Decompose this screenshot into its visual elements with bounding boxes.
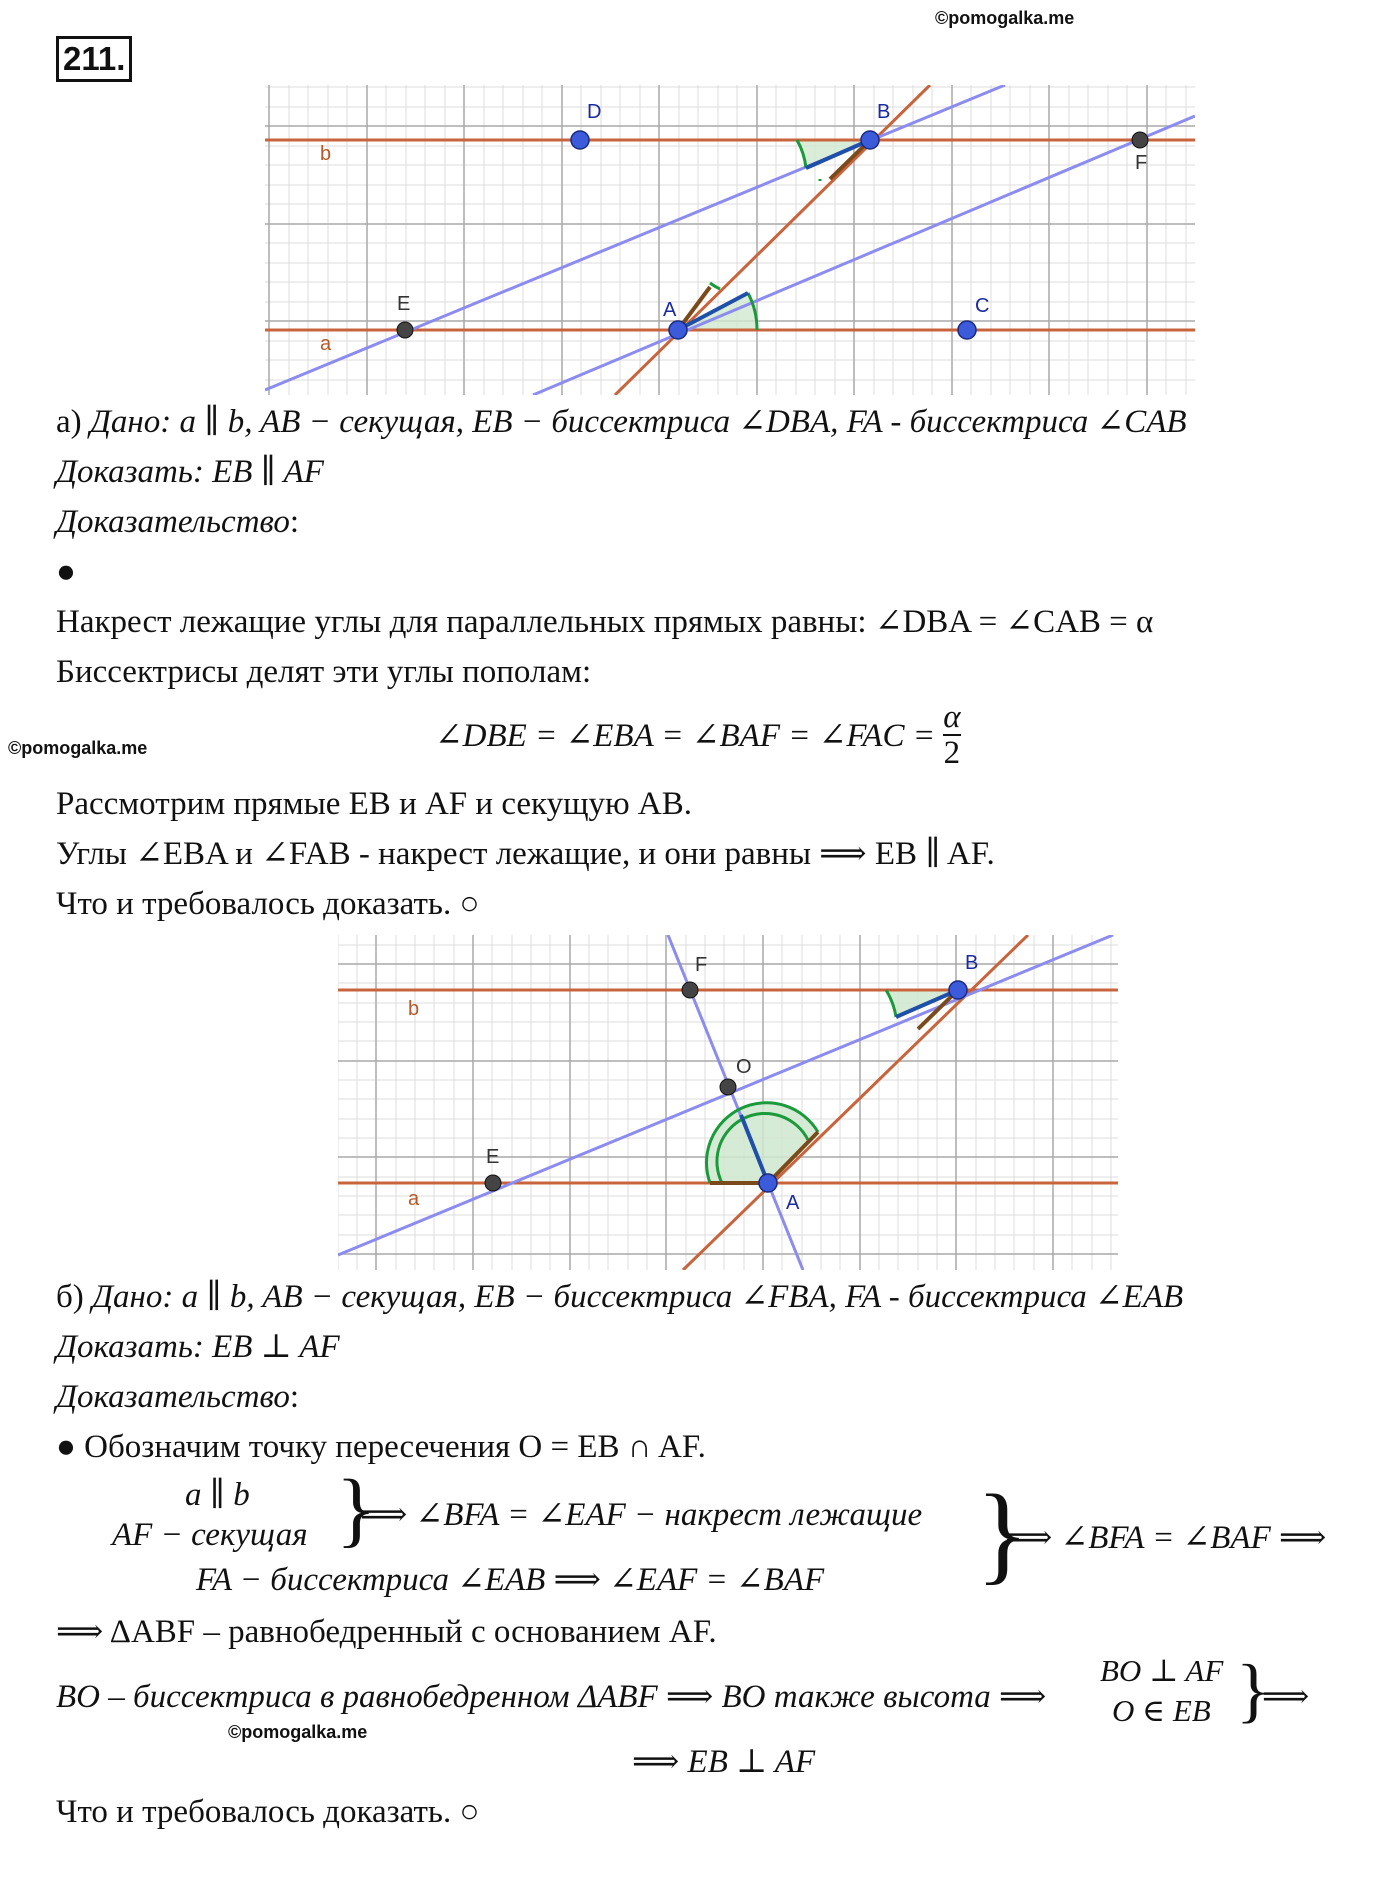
part-b-proof-colon: : (289, 1379, 300, 1415)
part-a-prefix: а) (56, 404, 90, 440)
sys2-line: FA − биссектриса ∠EAB ⟹ ∠EAF = ∠BAF (196, 1562, 825, 1598)
part-b-proof-heading (56, 1375, 299, 1419)
figure-part-b (338, 935, 1118, 1270)
line-EB (265, 85, 1005, 390)
part-b-prove (56, 1325, 340, 1369)
label-b2: b (408, 998, 420, 1020)
point-A2 (759, 1174, 777, 1192)
part-a-bullet: ● (56, 554, 76, 590)
part-a-given (56, 400, 1187, 444)
point-A (669, 321, 687, 339)
part-a-equation (435, 700, 961, 770)
label-O2: O (736, 1056, 752, 1078)
part-b-prove-word: Доказать (56, 1329, 193, 1365)
watermark-top: ©pomogalka.me (935, 8, 1075, 28)
label-E: E (397, 293, 411, 315)
part-b-prefix: б) (56, 1279, 93, 1315)
label-D: D (587, 101, 602, 123)
label-a: a (320, 333, 332, 355)
brace-3: } (1236, 1650, 1271, 1730)
figure-a-grid (265, 85, 1195, 395)
part-a-line1: Накрест лежащие углы для параллельных прямых равны: ∠DBA = ∠CAB = α (56, 604, 1154, 640)
sys3-b: O ∈ EB (1112, 1693, 1211, 1728)
sys3-result: ⟹ (1262, 1679, 1310, 1715)
label-b: b (320, 143, 332, 165)
sys1-result: ⟹ ∠BFA = ∠EAF − накрест лежащие (360, 1497, 923, 1533)
part-b-given-word: Дано (92, 1279, 163, 1315)
part-a-line2: Биссектрисы делят эти углы пополам: (56, 654, 592, 690)
label-E2: E (486, 1146, 500, 1168)
sys1-a: a ∥ b (185, 1477, 250, 1513)
label-A2: A (786, 1192, 800, 1214)
part-a-prove (56, 450, 324, 494)
part-a-line3: Рассмотрим прямые EB и AF и секущую AB. (56, 786, 692, 822)
sys3-a: BO ⊥ AF (1100, 1653, 1224, 1688)
point-E (397, 322, 413, 338)
part-b-line4: ⟹ EB ⊥ AF (632, 1744, 816, 1780)
label-B: B (877, 101, 891, 123)
sys1-b-text: AF − секущая (112, 1517, 308, 1553)
point-B2 (949, 981, 967, 999)
part-b-given (56, 1275, 1183, 1319)
sys2-result: ⟹ ∠BFA = ∠BAF ⟹ (1005, 1520, 1327, 1556)
part-a-given-word: Дано (89, 404, 161, 440)
point-F (1132, 132, 1148, 148)
fraction-denominator: 2 (943, 735, 961, 771)
part-a-proof-colon: : (289, 504, 300, 540)
label-F2: F (695, 954, 708, 976)
part-a-prove-text: : EB ∥ AF (192, 454, 324, 490)
problem-number: 211. (56, 36, 132, 82)
part-a-given-text: : a ∥ b, AB − секущая, EB − биссектриса ∠DBA, FA - биссектриса ∠CAB (160, 404, 1187, 440)
line-AF (533, 116, 1195, 395)
point-F2 (682, 982, 698, 998)
part-b-line3: BO – биссектриса в равнобедренном ΔABF ⟹ BO также высота ⟹ (56, 1679, 1047, 1715)
sys1-b (112, 1515, 308, 1555)
label-a2: a (408, 1188, 420, 1210)
point-O2 (720, 1079, 736, 1095)
label-C: C (975, 295, 990, 317)
part-b-line2: ⟹ ΔABF – равнобедренный с основанием AF. (56, 1614, 717, 1650)
part-a-line4: Углы ∠EBA и ∠FAB - накрест лежащие, и они равны ⟹ EB ∥ AF. (56, 836, 995, 872)
part-b-proof-word: Доказательство (56, 1379, 290, 1415)
fraction-numerator: α (943, 699, 961, 735)
part-b-given-text: : a ∥ b, AB − секущая, EB − биссектриса ∠FBA, FA - биссектриса ∠EAB (162, 1279, 1184, 1315)
point-D (571, 131, 589, 149)
part-a-proof-word: Доказательство (56, 504, 290, 540)
part-a-line5: Что и требовалось доказать. ○ (56, 886, 480, 922)
watermark-middle: ©pomogalka.me (8, 738, 148, 758)
point-B (861, 131, 879, 149)
part-b-prove-text: : EB ⊥ AF (192, 1329, 340, 1365)
figure-part-a (265, 85, 1195, 395)
point-C (958, 321, 976, 339)
part-a-eq-left: ∠DBE = ∠EBA = ∠BAF = ∠FAC = (435, 718, 944, 754)
label-A: A (663, 299, 677, 321)
part-b-line1: ● Обозначим точку пересечения O = EB ∩ AF. (56, 1429, 706, 1465)
part-a-proof-heading (56, 500, 299, 544)
part-a-prove-word: Доказать (56, 454, 193, 490)
point-E2 (485, 1175, 501, 1191)
part-b-line5: Что и требовалось доказать. ○ (56, 1794, 480, 1830)
line-AB (615, 85, 930, 395)
label-F: F (1135, 152, 1148, 174)
label-B2: B (965, 952, 979, 974)
brace-1: } (336, 1463, 377, 1556)
watermark-bottom: ©pomogalka.me (228, 1722, 368, 1742)
part-a-fraction (943, 700, 960, 770)
brace-2: } (976, 1472, 1029, 1594)
